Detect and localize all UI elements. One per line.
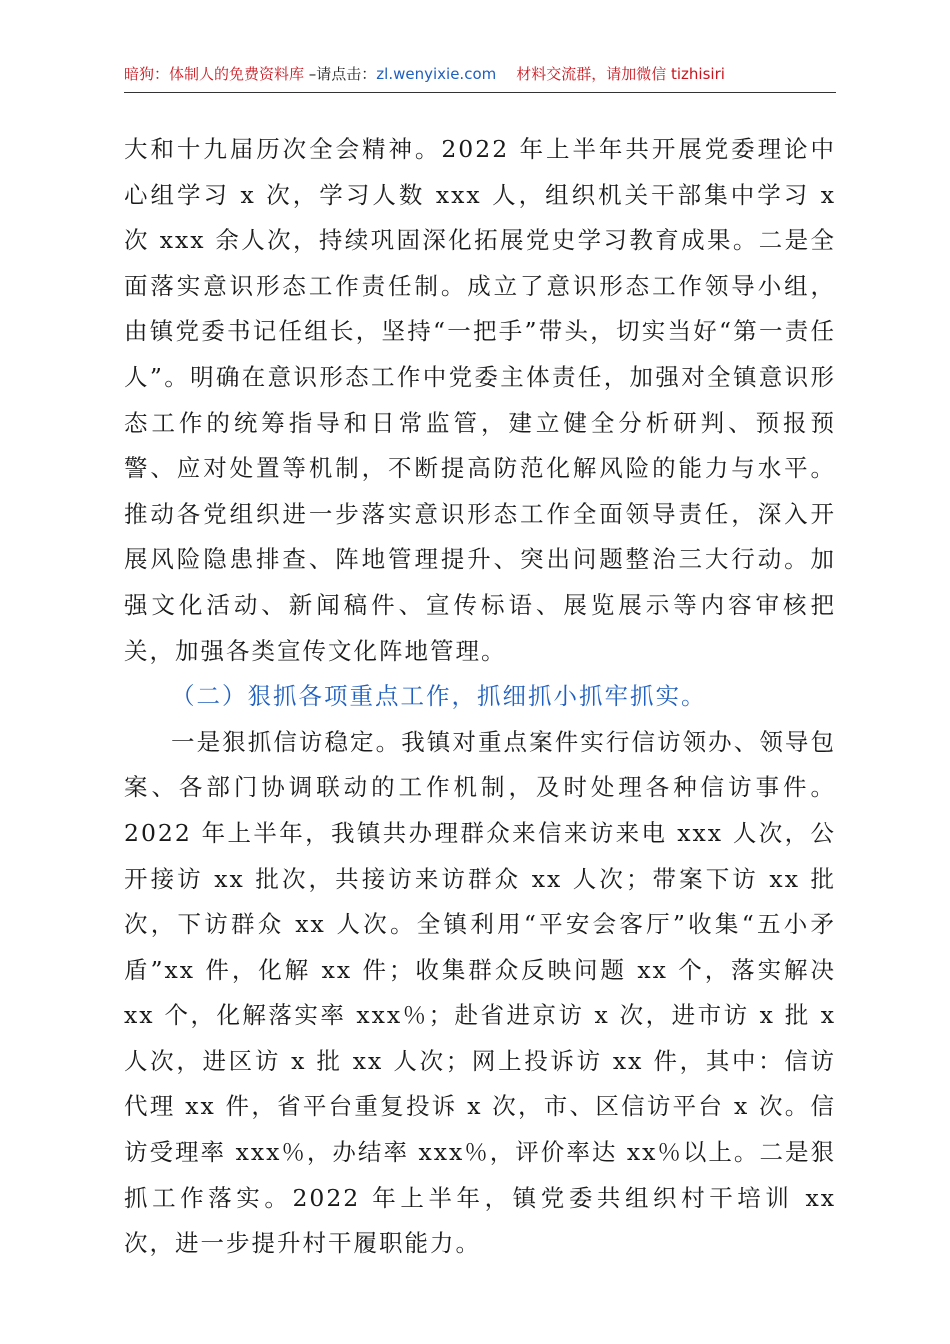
header-brand: 暗狗：体制人的免费资料库 [124,65,305,83]
header-separator: –请点击： [304,65,377,83]
header-url-link[interactable]: zl.wenyixie.com [376,65,497,83]
page-header [124,62,836,93]
section-heading: （二）狠抓各项重点工作，抓细抓小抓牢抓实。 [171,682,707,711]
document-body [124,127,836,1267]
paragraph-petition: 一是狠抓信访稳定。我镇对重点案件实行信访领办、领导包案、各部门协调联动的工作机制，及时处理各种信访事件。2022 年上半年，我镇共办理群众来信来访来电 xxx 人次，公开接访 xx 批次，共接访来访群众 xx 人次；带案下访 xx 批次，下访群众 xx 人次。全镇利用“平安会客厅”收集“五小矛盾”xx 件，化解 xx 件；收集群众反映问题 xx 个，落实解决 xx 个，化解落实率 xxx％；赴省进京访 x 次，进市访 x 批 x 人次，进区访 x 批 xx 人次；网上投诉访 xx 件，其中：信访代理 xx 件，省平台重复投诉 x 次，市、区信访平台 x 次。信访受理率 xxx％，办结率 xxx％，评价率达 xx％以上。二是狠抓工作落实。2022 年上半年，镇党委共组织村干培训 xx 次，进一步提升村干履职能力。 [124,727,836,1258]
header-contact: 材料交流群，请加微信 tizhisiri [516,65,725,83]
paragraph-continued: 大和十九届历次全会精神。2022 年上半年共开展党委理论中心组学习 x 次，学习人数 xxx 人，组织机关干部集中学习 x 次 xxx 余人次，持续巩固深化拓展党史学习教育成果。二是全面落实意识形态工作责任制。成立了意识形态工作领导小组，由镇党委书记任组长，坚持“一把手”带头，切实当好“第一责任人”。明确在意识形态工作中党委主体责任，加强对全镇意识形态工作的统筹指导和日常监管，建立健全分析研判、预报预警、应对处置等机制，不断提高防范化解风险的能力与水平。推动各党组织进一步落实意识形态工作全面领导责任，深入开展风险隐患排查、阵地管理提升、突出问题整治三大行动。加强文化活动、新闻稿件、宣传标语、展览展示等内容审核把关，加强各类宣传文化阵地管理。 [124,135,836,665]
